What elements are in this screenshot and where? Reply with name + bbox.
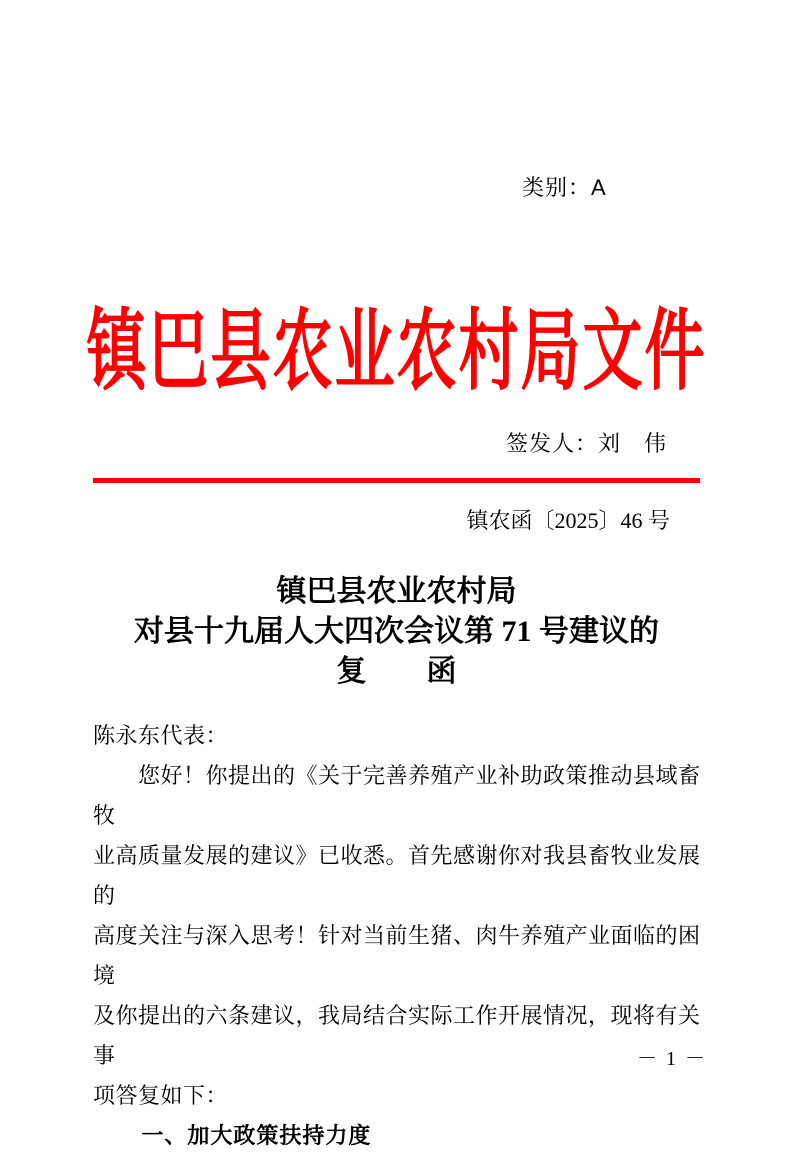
body-text-line: 业高质量发展的建议》已收悉。首先感谢你对我县畜牧业发展的: [93, 843, 701, 908]
body-text-line: 及你提出的六条建议，我局结合实际工作开展情况，现将有关事: [93, 1003, 701, 1068]
body-text-line: 高度关注与深入思考！针对当前生猪、肉牛养殖产业面临的困境: [93, 923, 701, 988]
document-body: [93, 716, 709, 1156]
section-heading: 一、加大政策扶持力度: [141, 1123, 372, 1148]
document-title: [0, 572, 793, 692]
document-title-line: 对县十九届人大四次会议第 71 号建议的: [134, 615, 659, 648]
category-label: 类别：A: [522, 175, 607, 200]
issuer-line: 签发人：刘 伟: [506, 431, 668, 456]
body-text-line: 项答复如下：: [93, 1083, 229, 1108]
salutation-line: 陈永东代表：: [93, 723, 229, 748]
body-text-line: 您好！你提出的《关于完善养殖产业补助政策推动县域畜牧: [93, 763, 701, 828]
agency-letterhead-title: 镇巴县农业农村局文件: [86, 303, 707, 401]
page-number: － 1 －: [637, 1048, 707, 1070]
document-title-line: 复 函: [336, 655, 457, 688]
document-title-line: 镇巴县农业农村局: [276, 575, 517, 608]
document-number: 镇农函〔2025〕46 号: [466, 508, 670, 533]
red-divider-rule: [93, 478, 700, 483]
